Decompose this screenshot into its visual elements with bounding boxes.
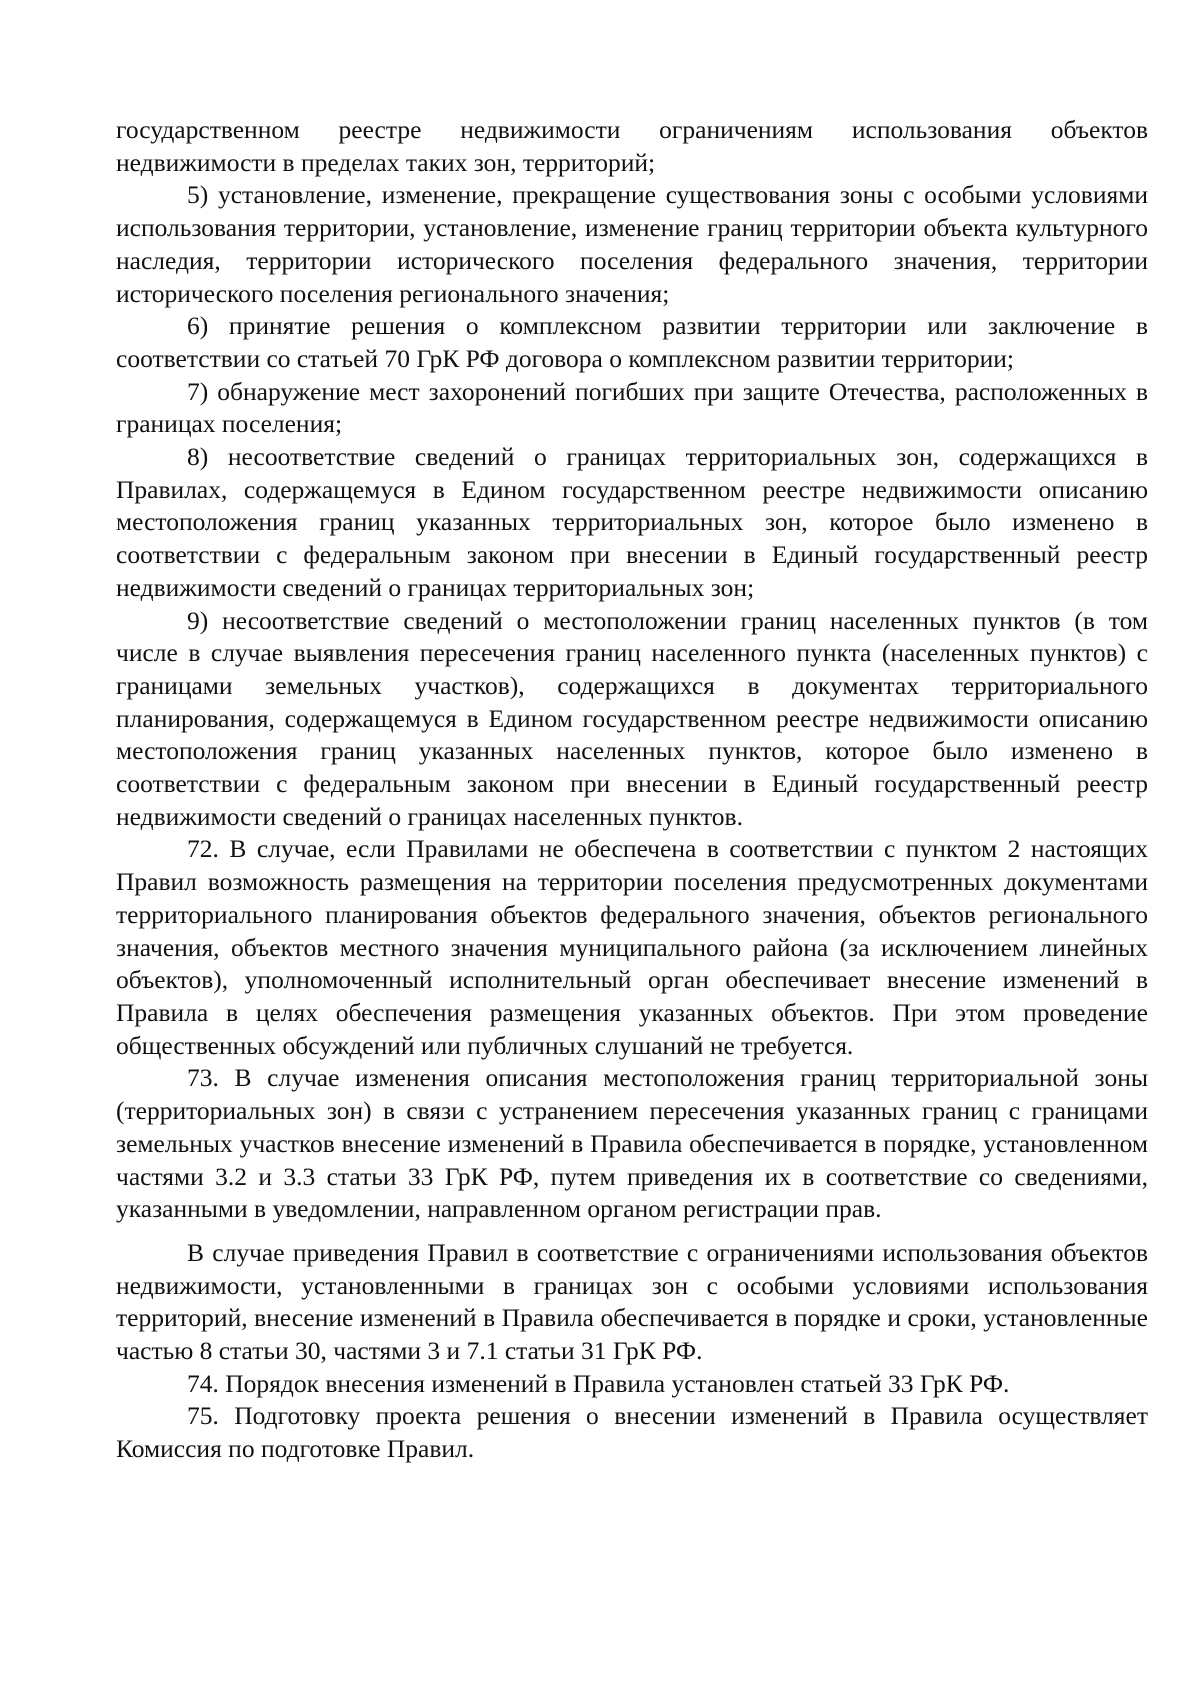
paragraph-clause-73: 73. В случае изменения описания местоположения границ территориальной зоны (территориальных зон) в связи с устранением пересечения указанных границ с границами земельных участков внесение изменений в Правила обеспечивается в порядке, установленном частями 3.2 и 3.3 статьи 33 ГрК РФ, путем приведения их в соответствие со сведениями, указанными в уведомлении, направленном органом регистрации прав.	[116, 1063, 1148, 1224]
paragraph-item-8: 8) несоответствие сведений о границах территориальных зон, содержащихся в Правилах, содержащемуся в Едином государственном реестре недвижимости описанию местоположения границ указанных территориальных зон, которое было изменено в соответствии с федеральным законом при внесении в Единый государственный реестр недвижимости сведений о границах территориальных зон;	[116, 442, 1148, 602]
paragraph-clause-72: 72. В случае, если Правилами не обеспечена в соответствии с пунктом 2 настоящих Правил возможность размещения на территории поселения предусмотренных документами территориального планирования объектов федерального значения, объектов регионального значения, объектов местного значения муниципального района (за исключением линейных объектов), уполномоченный исполнительный орган обеспечивает внесение изменений в Правила в целях обеспечения размещения указанных объектов. При этом проведение общественных обсуждений или публичных слушаний не требуется.	[116, 834, 1148, 1060]
paragraph-clause-75: 75. Подготовку проекта решения о внесении изменений в Правила осуществляет Комиссия по подготовке Правил.	[116, 1401, 1148, 1464]
paragraph-continuation: государственном реестре недвижимости ограничениям использования объектов недвижимости в пределах таких зон, территорий;	[116, 115, 1148, 177]
paragraph-item-6: 6) принятие решения о комплексном развитии территории или заключение в соответствии со статьей 70 ГрК РФ договора о комплексном развитии территории;	[116, 311, 1148, 373]
document-page	[116, 114, 1148, 1466]
paragraph-item-9: 9) несоответствие сведений о местоположении границ населенных пунктов (в том числе в случае выявления пересечения границ населенного пункта (населенных пунктов) с границами земельных участков), содержащихся в документах территориального планирования, содержащемуся в Едином государственном реестре недвижимости описанию местоположения границ указанных населенных пунктов, которое было изменено в соответствии с федеральным законом при внесении в Единый государственный реестр недвижимости сведений о границах населенных пунктов.	[116, 605, 1148, 831]
paragraph-item-7: 7) обнаружение мест захоронений погибших при защите Отечества, расположенных в границах поселения;	[116, 376, 1148, 439]
paragraph-clause-73-continued: В случае приведения Правил в соответствие с ограничениями использования объектов недвижимости, установленными в границах зон с особыми условиями использования территорий, внесение изменений в Правила обеспечивается в порядке и сроки, установленные частью 8 статьи 30, частями 3 и 7.1 статьи 31 ГрК РФ.	[116, 1237, 1148, 1366]
paragraph-clause-74: 74. Порядок внесения изменений в Правила установлен статьей 33 ГрК РФ.	[187, 1368, 1010, 1398]
paragraph-item-5: 5) установление, изменение, прекращение существования зоны с особыми условиями использования территории, установление, изменение границ территории объекта культурного наследия, территории исторического поселения федерального значения, территории исторического поселения регионального значения;	[116, 180, 1148, 308]
